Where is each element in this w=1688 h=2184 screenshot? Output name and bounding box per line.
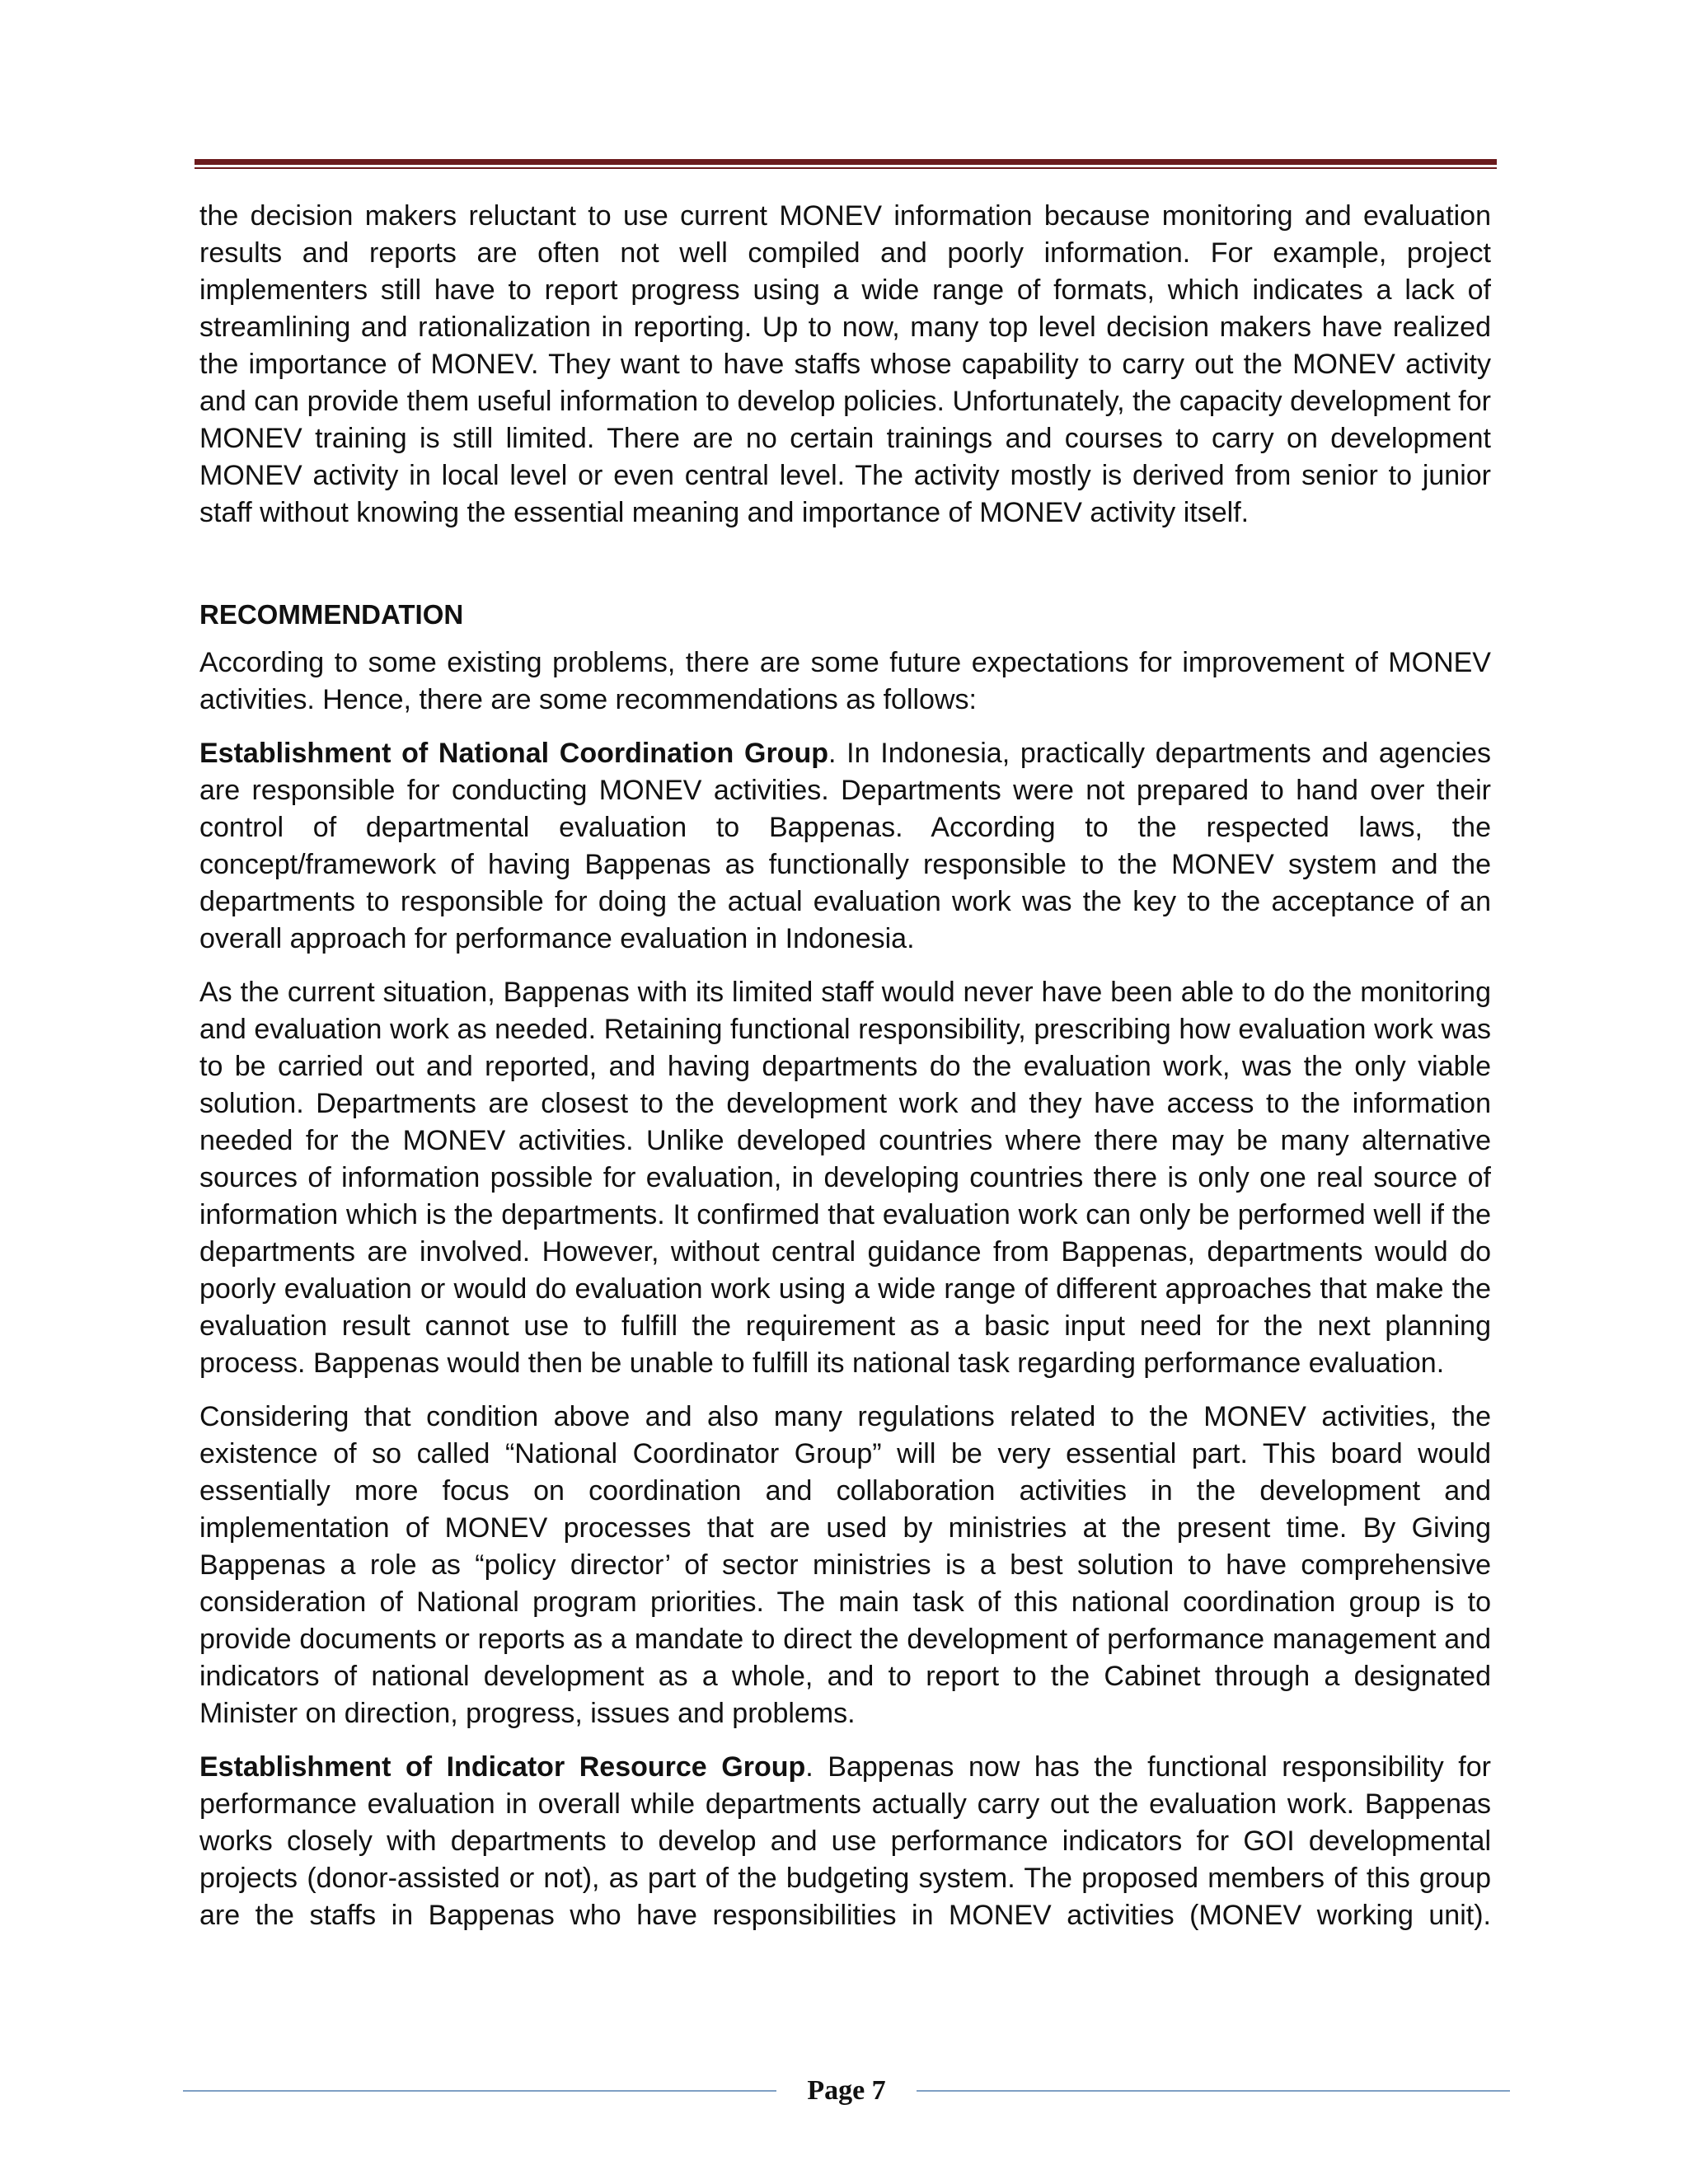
page-number: Page 7 [807,2075,886,2106]
page-footer [183,2070,1510,2111]
paragraph-coordinator-group: Considering that condition above and also many regulations related to the MONEV activities, the existence of so called “National Coordinator Group” will be very essential part. This board would essentially more focus on coordination and collaboration activities in the development and implementation of MONEV processes that are used by ministries at the present time. By Giving Bappenas a role as “policy director’ of sector ministries is a best solution to have comprehensive consideration of National program priorities. The main task of this national coordination group is to provide documents or reports as a mandate to direct the development of performance management and indicators of national development as a whole, and to report to the Cabinet through a designated Minister on direction, progress, issues and problems. [199,1401,1491,1729]
paragraph-current-situation: As the current situation, Bappenas with its limited staff would never have been able to do the monitoring and evaluation work as needed. Retaining functional responsibility, prescribing how evaluation work was to be carried out and reported, and having departments do the evaluation work, was the only viable solution. Departments are closest to the development work and they have access to the information needed for the MONEV activities. Unlike developed countries where there may be many alternative sources of information possible for evaluation, in developing countries there is only one real source of information which is the departments. It confirmed that evaluation work can only be performed well if the departments are involved. However, without central guidance from Bappenas, departments would do poorly evaluation or would do evaluation work using a wide range of different approaches that make the evaluation result cannot use to fulfill the requirement as a basic input need for the next planning process. Bappenas would then be unable to fulfill its national task regarding performance evaluation. [199,977,1491,1379]
header-rule [195,159,1497,169]
section-heading: RECOMMENDATION [199,599,464,630]
document-body [199,198,1491,1951]
paragraph-indicator-resource-text: . Bappenas now has the functional responsibility for performance evaluation in overall while departments actually carry out the evaluation work. Bappenas works closely with departments to develop and use performance indicators for GOI developmental projects (donor-assisted or not), as part of the budgeting system. The proposed members of this group are the staffs in Bappenas who have responsibilities in MONEV activities (MONEV working unit). [199,1751,1491,1931]
paragraph-recommendation-intro: According to some existing problems, there are some future expectations for improvement of MONEV activities. Hence, there are some recommendations as follows: [199,647,1491,715]
paragraph-indicator-resource-title: Establishment of Indicator Resource Group [199,1751,806,1783]
paragraph-national-coordination [199,735,1491,958]
paragraph-indicator-resource [199,1749,1491,1934]
header-rule-thin [195,167,1497,169]
paragraph-intro: the decision makers reluctant to use current MONEV information because monitoring and evaluation results and reports are often not well compiled and poorly information. For example, project implementers still have to report progress using a wide range of formats, which indicates a lack of streamlining and rationalization in reporting. Up to now, many top level decision makers have realized the importance of MONEV. They want to have staffs whose capability to carry out the MONEV activity and can provide them useful information to develop policies. Unfortunately, the capacity development for MONEV training is still limited. There are no certain trainings and courses to carry on development MONEV activity in local level or even central level. The activity mostly is derived from senior to junior staff without knowing the essential meaning and importance of MONEV activity itself. [199,200,1491,528]
paragraph-national-coordination-text: . In Indonesia, practically departments and agencies are responsible for conducting MONEV activities. Departments were not prepared to hand over their control of departmental evaluation to Bappenas. According to the respected laws, the concept/framework of having Bappenas as functionally responsible to the MONEV system and the departments to responsible for doing the actual evaluation work was the key to the acceptance of an overall approach for performance evaluation in Indonesia. [199,738,1491,954]
header-rule-thick [195,159,1497,165]
paragraph-national-coordination-title: Establishment of National Coordination Group [199,738,828,769]
